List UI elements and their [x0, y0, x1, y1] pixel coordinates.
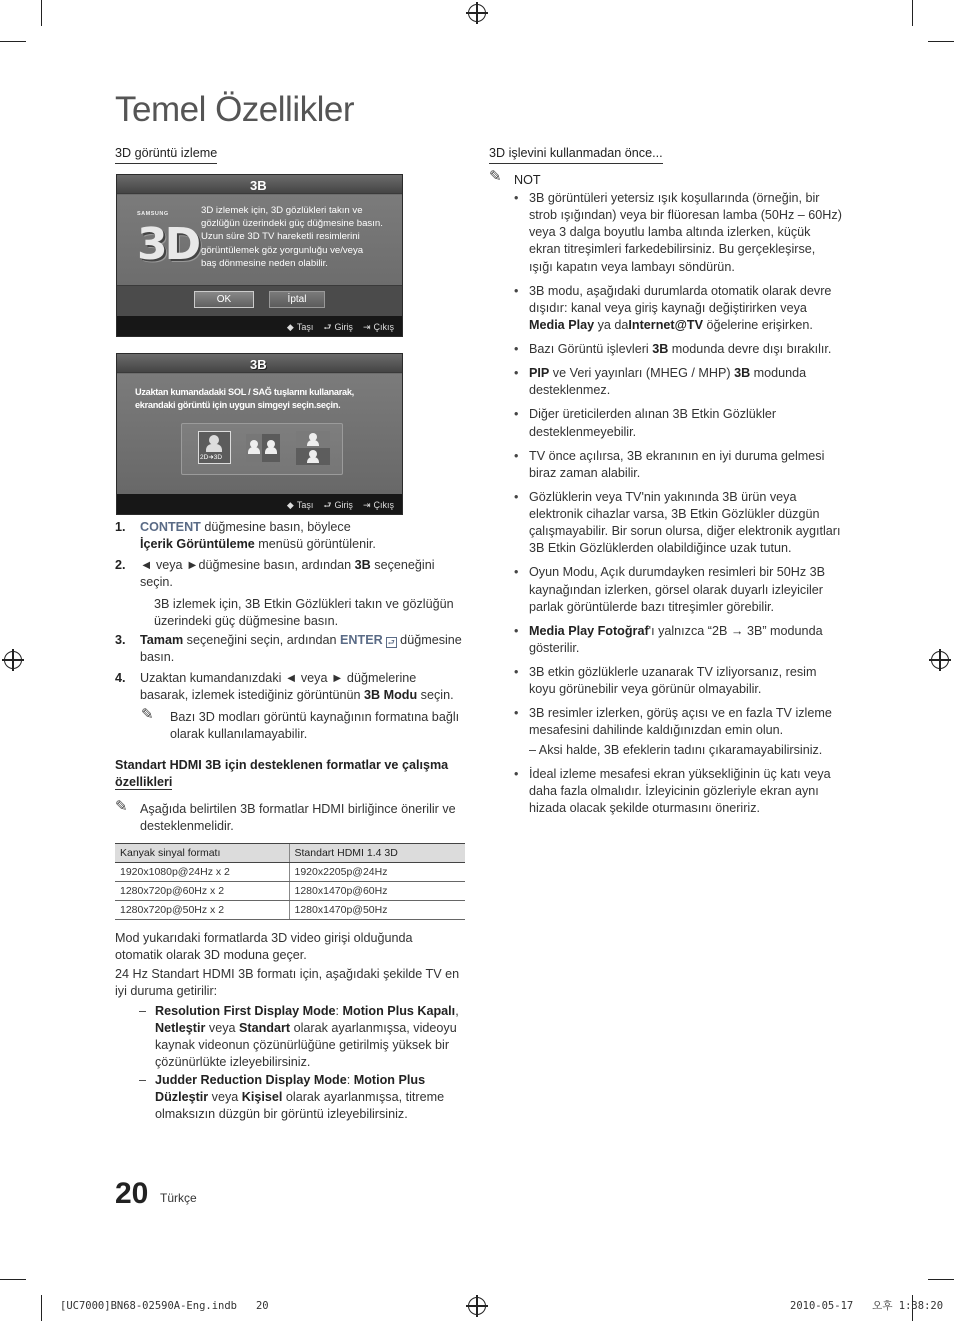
- dash-marker: –: [139, 1073, 147, 1087]
- section-heading-3d-viewing: 3D görüntü izleme: [115, 145, 217, 164]
- mode-2d-to-3d-icon[interactable]: [198, 431, 231, 464]
- nav-enter: ⮐ Giriş: [323, 500, 353, 510]
- note-bullet-item: • İdeal izleme mesafesi ekran yüksekliğinin üç katı veya daha fazla olmalıdır. İzleyicinin gözleriyle ekran aynı hizada olacak şekilde oturmasını öneririz.: [512, 766, 842, 817]
- table-row: [115, 882, 465, 901]
- screen-body: [117, 195, 402, 316]
- table-row: [115, 901, 465, 920]
- step-2-detail: 3B izlemek için, 3B Etkin Gözlükleri takın ve gözlüğün üzerindeki güç düğmesine basın.: [154, 597, 454, 629]
- mode-icon-panel: [181, 423, 343, 475]
- crop-mark: [912, 0, 913, 26]
- nav-exit: ⇥ Çıkış: [362, 322, 394, 332]
- registration-mark-icon: [468, 1297, 486, 1315]
- crop-mark: [928, 1279, 954, 1280]
- logo-3d-text: 3D: [137, 219, 199, 270]
- screen-navigation-bar: [117, 494, 402, 514]
- hdmi-heading: Standart HDMI 3B için desteklenen formatlar ve çalışma özellikleri: [115, 758, 449, 790]
- note-bullet-item: • PIP ve Veri yayınları (MHEG / MHP) 3B modunda desteklenmez.: [512, 365, 842, 399]
- print-footer-left: [UC7000]BN68-02590A-Eng.indb 20: [60, 1300, 269, 1312]
- note-bullet-item: • 3B görüntüleri yetersiz ışık koşullarında (örneğin, bir strob ışığından) veya bir flüoresan lamba (50Hz – 60Hz) veya 3 dalga boyutlu lamba altında izlerken, küçük ekran titreşimleri farkedebilirsiniz. Bu gerçekleşirse, ışığı kapatın veya lambayı söndürün.: [512, 190, 842, 276]
- step-1: CONTENT düğmesine basın, böylece İçerik Görüntüleme menüsü görüntülenir.: [140, 520, 376, 552]
- step-4: Uzaktan kumandanızdaki ◄ veya ► düğmelerine basarak, izlemek istediğiniz görüntünün 3B Modu seçin.: [140, 671, 454, 703]
- mode-top-bottom-icon[interactable]: [296, 431, 330, 465]
- note-bullet-item: • TV önce açılırsa, 3B ekranının en iyi duruma gelmesi biraz zaman alabilir.: [512, 448, 842, 482]
- note-icon: ✎: [115, 798, 128, 815]
- person-body: [206, 444, 222, 452]
- samsung-3d-logo-icon: [135, 211, 199, 271]
- tv-screen-3d-warning: [116, 174, 403, 337]
- nav-move: ◆ Taşı: [286, 322, 314, 332]
- cancel-button[interactable]: İptal: [269, 291, 325, 308]
- ok-button[interactable]: OK: [194, 291, 254, 308]
- registration-mark-icon: [468, 4, 486, 22]
- note-sub-item: – Aksi halde, 3B efeklerin tadını çıkaramayabilirsiniz.: [529, 742, 823, 757]
- crop-mark: [0, 41, 26, 42]
- dash-marker: –: [139, 1004, 147, 1018]
- note-bullet-item: • Bazı Görüntü işlevleri 3B modunda devre dışı bırakılır.: [512, 341, 842, 358]
- table-header-cell: Kanyak sinyal formatı: [115, 844, 289, 863]
- note-bullet-item: • Media Play Fotoğraf'ı yalnızca “2B → 3B” modunda gösterilir.: [512, 623, 842, 657]
- enter-icon: ⮐: [323, 322, 332, 332]
- nav-exit: ⇥ Çıkış: [362, 500, 394, 510]
- page-language: Türkçe: [160, 1191, 197, 1205]
- screen-title: 3B: [250, 178, 267, 193]
- step-3: Tamam seçeneğini seçin, ardından ENTER ⮐ düğmesine basın.: [140, 633, 462, 665]
- note-bullet-item: • Oyun Modu, Açık durumdayken resimleri bir 50Hz 3B kaynağından izlerken, görsel olarak duyarlı izleyiciler parlak görüntülerde bazı titreşimler görebilir.: [512, 564, 842, 615]
- crop-mark: [928, 41, 954, 42]
- note-bullet-list: [512, 190, 842, 824]
- screen-header: [117, 175, 402, 194]
- screen-navigation-bar: [117, 316, 402, 336]
- print-footer-right: 2010-05-17 오후 1:38:20: [790, 1300, 944, 1312]
- tv-screen-3d-mode-select: [116, 353, 403, 515]
- table-row: [115, 863, 465, 882]
- dash-item-resolution-first: Resolution First Display Mode: Motion Plus Kapalı, Netleştir veya Standart olarak ayarlanmışsa, videoyu kaynak videonun çözünürlüğüne getirilmiş yüksek bir çözünürlükte izleyebilirsiniz.: [155, 1004, 459, 1070]
- table-cell: 1280x1470p@60Hz: [289, 882, 465, 901]
- screen-message: 3D izlemek için, 3D gözlükleri takın ve gözlüğün üzerindeki güç düğmesine basın. Uzun süre 3D TV hareketli resimlerini görüntülemek göz yorgunluğu ve/veya baş dönmesine neden olabilir.: [201, 205, 383, 269]
- paragraph-24hz: 24 Hz Standart HDMI 3B formatı için, aşağıdaki şekilde TV en iyi duruma getirilir:: [115, 967, 460, 999]
- mode-label: 2D➜3D: [200, 454, 223, 462]
- note-icon: ✎: [141, 706, 154, 723]
- step-number: 4.: [115, 671, 126, 685]
- note-bullet-item: • 3B resimler izlerken, görüş açısı ve en fazla TV izleme mesafesini dahilinde kaldığınızdan emin olun. – Aksi halde, 3B efeklerin tadını çıkaramayabilirsiniz.: [512, 705, 842, 758]
- enter-icon: ⮐: [387, 638, 395, 647]
- screen-message: Uzaktan kumandadaki SOL / SAĞ tuşlarını kullanarak, ekrandaki görüntü için uygun simgeyi seçin.seçin.: [135, 387, 354, 410]
- button-bar: [117, 285, 402, 316]
- registration-mark-icon: [4, 651, 22, 669]
- hdmi-format-table: [115, 843, 465, 920]
- exit-icon: ⇥: [362, 500, 371, 510]
- note-label: NOT: [514, 173, 541, 187]
- hdmi-note: Aşağıda belirtilen 3B formatlar HDMI birliğince önerilir ve desteklenmelidir.: [140, 802, 456, 834]
- screen-title: 3B: [250, 357, 267, 372]
- crop-mark: [0, 1279, 26, 1280]
- step-number: 2.: [115, 558, 126, 572]
- table-header-row: [115, 844, 465, 863]
- section-heading-before-3d: 3D işlevini kullanmadan önce...: [489, 145, 663, 164]
- arrows-icon: ◆: [286, 322, 294, 332]
- arrows-icon: ◆: [286, 500, 294, 510]
- nav-move: ◆ Taşı: [286, 500, 314, 510]
- step-4-note: Bazı 3D modları görüntü kaynağının formatına bağlı olarak kullanılamayabilir.: [170, 710, 460, 742]
- logo-brand: SAMSUNG: [137, 211, 169, 217]
- step-2: ◄ veya ►düğmesine basın, ardından 3B seçeneğini seçin.: [140, 558, 435, 590]
- note-bullet-item: • 3B etkin gözlüklerle uzanarak TV izliyorsanız, resim koyu görünebilir veya görünür olmayabilir.: [512, 664, 842, 698]
- crop-mark: [41, 0, 42, 26]
- paragraph-auto-3d: Mod yukarıdaki formatlarda 3D video girişi olduğunda otomatik olarak 3D moduna geçer.: [115, 931, 413, 963]
- table-cell: 1280x1470p@50Hz: [289, 901, 465, 920]
- step-number: 1.: [115, 520, 126, 534]
- table-cell: 1280x720p@60Hz x 2: [115, 882, 289, 901]
- screen-header: [117, 354, 402, 373]
- page-number: 20: [115, 1177, 149, 1210]
- crop-mark: [41, 1295, 42, 1321]
- table-header-cell: Standart HDMI 1.4 3D: [289, 844, 465, 863]
- registration-mark-icon: [931, 651, 949, 669]
- mode-side-by-side-icon[interactable]: [246, 434, 280, 462]
- step-number: 3.: [115, 633, 126, 647]
- screen-body: [117, 374, 402, 494]
- note-bullet-item: • 3B modu, aşağıdaki durumlarda otomatik olarak devre dışıdır: kanal veya giriş kaynağı değiştirirken veya Media Play ya daInternet@TV öğelerine erişirken.: [512, 283, 842, 334]
- table-cell: 1280x720p@50Hz x 2: [115, 901, 289, 920]
- table-cell: 1920x1080p@24Hz x 2: [115, 863, 289, 882]
- exit-icon: ⇥: [362, 322, 371, 332]
- enter-icon: ⮐: [323, 500, 332, 510]
- table-cell: 1920x2205p@24Hz: [289, 863, 465, 882]
- note-bullet-item: • Gözlüklerin veya TV'nin yakınında 3B ürün veya elektronik cihazlar varsa, 3B Etkin Gözlükler düzgün çalışmayabilir. Bir sorun olursa, diğer elektronik aygıtları 3B Etkin Gözlüklerden olabildiğince uzak tutun.: [512, 489, 842, 558]
- page-title: Temel Özellikler: [115, 90, 354, 129]
- nav-enter: ⮐ Giriş: [323, 322, 353, 332]
- note-icon: ✎: [489, 168, 502, 185]
- note-bullet-item: • Diğer üreticilerden alınan 3B Etkin Gözlükler desteklenmeyebilir.: [512, 406, 842, 440]
- dash-item-judder-reduction: Judder Reduction Display Mode: Motion Plus Düzleştir veya Kişisel olarak ayarlanmışsa, titreme olmaksızın düzgün bir görüntü izleyebilirsiniz.: [155, 1073, 445, 1122]
